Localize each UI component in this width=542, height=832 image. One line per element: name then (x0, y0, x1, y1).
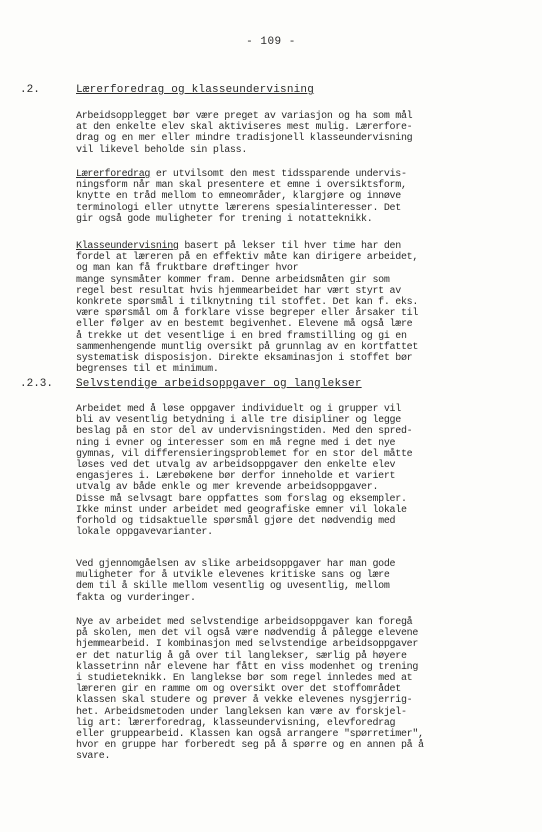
paragraph: Arbeidsopplegget bør være preget av variasjon og ha som mål at den enkelte elev skal aktiviseres mest mulig. Lærerfore- drag og en mer eller mindre tradisjonell klasseundervisning vil likevel beholde sin plass. (76, 111, 413, 156)
paragraph-text: basert på lekser til hver time har den fordel at læreren på en effektiv måte kan dirigere arbeidet, og man kan få fruktbare drøftinger hvor mange synsmåter kommer fram. Denne arbeidsmåten gir som regel best resultat hvis hjemmearbeidet har vært styrt av konkrete spørsmål i tilknytning til stoffet. Det kan f. eks. være spørsmål om å forklare visse begreper eller årsaker til eller følger av en bestemt begivenhet. Elevene må også lære å trekke ut det vesentlige i en bred framstilling og gi en sammenhengende muntlig oversikt på grunnlag av en kortfattet systematisk disposisjon. Direkte eksaminasjon i stoffet bør begrenses til et minimum. (76, 241, 419, 376)
paragraph (76, 241, 526, 375)
section-heading: Selvstendige arbeidsoppgaver og langlekser (76, 378, 362, 390)
paragraph (76, 169, 526, 225)
section-number: .2.3. (20, 378, 54, 390)
paragraph: Arbeidet med å løse oppgaver individuelt og i grupper vil bli av vesentlig betydning i alle tre disipliner og legge beslag på en stor del av undervisningstiden. Med den spred- ning i evner og interesser som en må regne med i det nye gymnas, vil differensieringsproblemet for en stor del måtte løses ved det utvalg av arbeidsoppgaver den enkelte elev engasjeres i. Lærebøkene bør derfor inneholde et variert utvalg av både enkle og mer krevende arbeidsoppgaver. Disse må selvsagt bare oppfattes som forslag og eksempler. Ikke minst under arbeidet med geografiske emner vil lokale forhold og tidsaktuelle spørsmål gjøre det nødvendig med lokale oppgavevarianter. (76, 404, 413, 539)
paragraph: Ved gjennomgåelsen av slike arbeidsoppgaver har man gode muligheter for å utvikle elevenes kritiske sans og lære dem til å skille mellom vesentlig og uvesentlig, mellom fakta og vurderinger. (76, 559, 396, 604)
paragraph-lead: Klasseundervisning (76, 241, 179, 252)
paragraph-lead: Lærerforedrag (76, 169, 151, 180)
section-number: .2. (20, 84, 40, 96)
page-number: - 109 - (246, 36, 296, 48)
paragraph: Nye av arbeidet med selvstendige arbeidsoppgaver kan foregå på skolen, men det vil også være nødvendig å pålegge elevene hjemmearbeid. I kombinasjon med selvstendige arbeidsoppgaver er det naturlig å gå over til langlekser, særlig på høyere klassetrinn når elevene har fått en viss modenhet og trening i studieteknikk. En langlekse bør som regel innledes med at læreren gir en ramme om og oversikt over det stoffområdet klassen skal studere og prøver å vekke elevenes nysgjerrig- het. Arbeidsmetoden under langleksen kan være av forskjel- lig art: lærerforedrag, klasseundervisning, elevforedrag eller gruppearbeid. Klassen kan også arrangere "spørretimer", hvor en gruppe har forberedt seg på å spørre og en annen på å svare. (76, 617, 424, 763)
paragraph-text: er utvilsomt den mest tidssparende undervis- ningsform når man skal presentere et emne i oversiktsform, knytte en tråd mellom to emneområder, klargjøre og innøve terminologi eller utnytte lærerens spesialinteresser. Det gir også gode muligheter for trening i notatteknikk. (76, 169, 407, 225)
section-heading: Lærerforedrag og klasseundervisning (76, 84, 315, 96)
